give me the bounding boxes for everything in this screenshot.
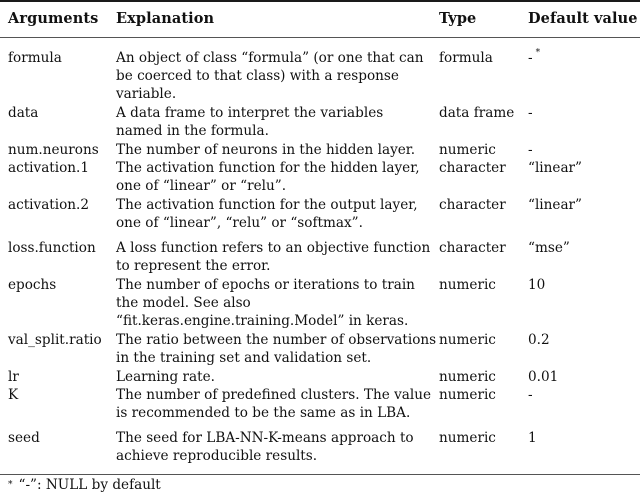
table-row-type: character bbox=[439, 160, 506, 176]
table-row-argument: epochs bbox=[8, 277, 57, 293]
table-row-default bbox=[528, 141, 533, 159]
explanation-line: be coerced to that class) with a response bbox=[116, 68, 399, 84]
explanation-line: the model. See also bbox=[116, 295, 251, 311]
table-row-default bbox=[528, 368, 558, 386]
table-row-explanation bbox=[116, 331, 436, 367]
table-row-explanation bbox=[116, 276, 415, 330]
header-rule bbox=[0, 37, 640, 38]
table-row-type: character bbox=[439, 197, 506, 213]
table-row-argument: activation.2 bbox=[8, 197, 90, 213]
table-row-explanation bbox=[116, 141, 415, 159]
table-row-explanation bbox=[116, 386, 431, 422]
table-row-argument: K bbox=[8, 387, 19, 403]
header-type: Type bbox=[439, 10, 477, 27]
table-row-explanation bbox=[116, 49, 424, 103]
table-top-rule bbox=[0, 0, 640, 2]
explanation-line: The number of epochs or iterations to train bbox=[116, 277, 415, 293]
table-row-default bbox=[528, 159, 582, 177]
explanation-line: The activation function for the output layer, bbox=[116, 197, 418, 213]
explanation-line: A data frame to interpret the variables bbox=[116, 105, 384, 121]
default-value: 0.2 bbox=[528, 332, 550, 348]
explanation-line: Learning rate. bbox=[116, 369, 215, 385]
explanation-line: A loss function refers to an objective function bbox=[116, 240, 431, 256]
default-value: - bbox=[528, 387, 533, 403]
explanation-line: variable. bbox=[116, 86, 177, 102]
default-value: “mse” bbox=[528, 240, 570, 256]
table-row-argument: num.neurons bbox=[8, 142, 99, 158]
default-value: 10 bbox=[528, 277, 546, 293]
header-default-value: Default value bbox=[528, 10, 638, 27]
default-value: “linear” bbox=[528, 160, 582, 176]
table-row-default bbox=[528, 429, 537, 447]
table-row-default bbox=[528, 276, 545, 294]
footnote-mark: * bbox=[8, 480, 13, 490]
table-row-argument: val_split.ratio bbox=[8, 332, 102, 348]
explanation-line: The activation function for the hidden layer, bbox=[116, 160, 420, 176]
explanation-line: achieve reproducible results. bbox=[116, 448, 318, 464]
table-row-default bbox=[528, 104, 533, 122]
table-row-argument: lr bbox=[8, 369, 19, 385]
explanation-line: An object of class “formula” (or one that can bbox=[116, 50, 424, 66]
table-row-explanation bbox=[116, 368, 215, 386]
explanation-line: “fit.keras.engine.training.Model” in keras. bbox=[116, 313, 409, 329]
header-explanation: Explanation bbox=[116, 10, 215, 27]
explanation-line: named in the formula. bbox=[116, 123, 269, 139]
table-row-default bbox=[528, 239, 570, 257]
default-value: - bbox=[528, 105, 533, 121]
header-arguments: Arguments bbox=[8, 10, 99, 27]
table-row-type: numeric bbox=[439, 142, 496, 158]
table-row-type: numeric bbox=[439, 277, 496, 293]
table-row-explanation bbox=[116, 196, 418, 232]
table-row-argument: seed bbox=[8, 430, 40, 446]
table-row-type: character bbox=[439, 240, 506, 256]
explanation-line: The seed for LBA-NN-K-means approach to bbox=[116, 430, 414, 446]
table-row-type: numeric bbox=[439, 387, 496, 403]
explanation-line: to represent the error. bbox=[116, 258, 271, 274]
table-row-argument: formula bbox=[8, 50, 62, 66]
table-row-explanation bbox=[116, 104, 383, 140]
table-row-default bbox=[528, 49, 540, 67]
explanation-line: one of “linear”, “relu” or “softmax”. bbox=[116, 215, 363, 231]
default-value: - bbox=[528, 50, 533, 66]
table-row-explanation bbox=[116, 429, 414, 465]
footnote bbox=[8, 476, 161, 494]
default-value: 1 bbox=[528, 430, 537, 446]
table-row-type: numeric bbox=[439, 332, 496, 348]
explanation-line: The number of predefined clusters. The value bbox=[116, 387, 432, 403]
default-value: “linear” bbox=[528, 197, 582, 213]
default-value: - bbox=[528, 142, 533, 158]
footnote-reference: * bbox=[535, 48, 541, 58]
explanation-line: one of “linear” or “relu”. bbox=[116, 178, 287, 194]
footnote-text: “-”: NULL by default bbox=[18, 477, 161, 493]
table-row-argument: activation.1 bbox=[8, 160, 90, 176]
explanation-line: in the training set and validation set. bbox=[116, 350, 372, 366]
explanation-line: is recommended to be the same as in LBA. bbox=[116, 405, 411, 421]
table-row-type: formula bbox=[439, 50, 493, 66]
table-row-explanation bbox=[116, 159, 420, 195]
table-row-default bbox=[528, 196, 582, 214]
explanation-line: The number of neurons in the hidden layer. bbox=[116, 142, 416, 158]
explanation-line: The ratio between the number of observations bbox=[116, 332, 437, 348]
default-value: 0.01 bbox=[528, 369, 559, 385]
table-row-type: data frame bbox=[439, 105, 515, 121]
table-row-type: numeric bbox=[439, 430, 496, 446]
table-row-default bbox=[528, 331, 550, 349]
table-row-argument: loss.function bbox=[8, 240, 96, 256]
table-row-default bbox=[528, 386, 533, 404]
table-row-argument: data bbox=[8, 105, 39, 121]
table-bottom-rule bbox=[0, 474, 640, 475]
table-row-explanation bbox=[116, 239, 430, 275]
table-row-type: numeric bbox=[439, 369, 496, 385]
